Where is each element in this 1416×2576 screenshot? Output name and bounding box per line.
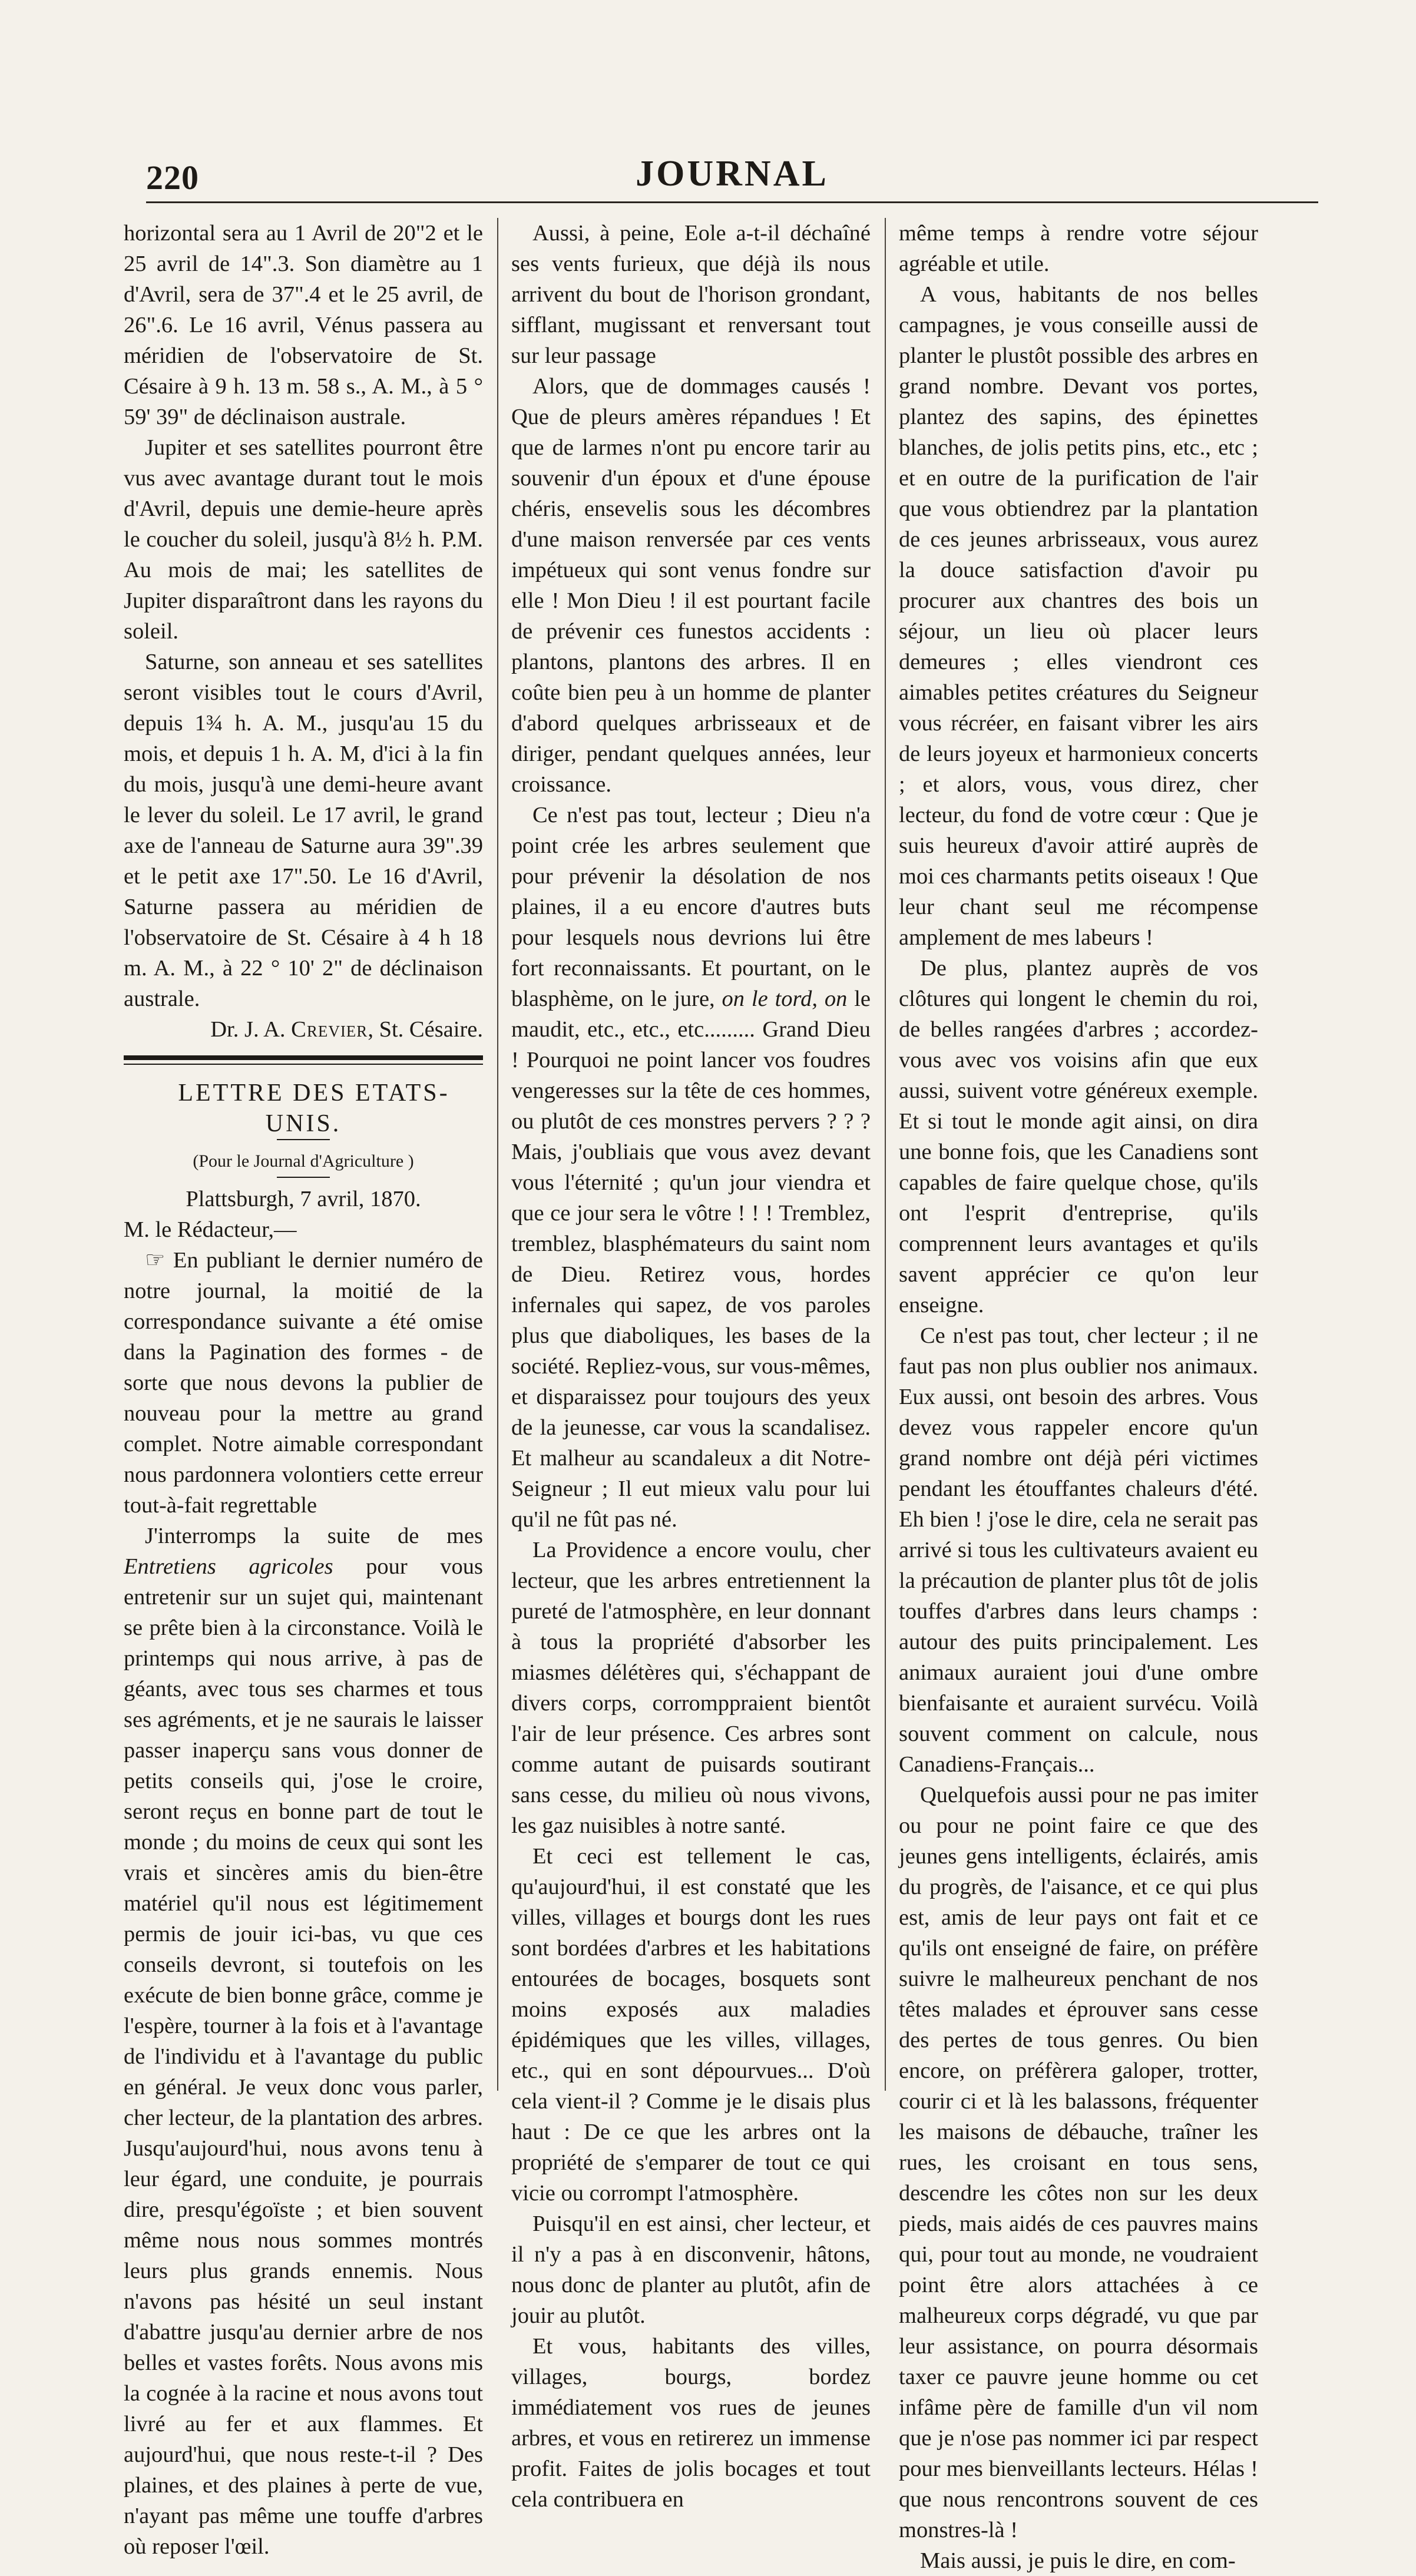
letter-subtitle: (Pour le Journal d'Agriculture ) — [193, 1151, 414, 1171]
text-run: Ce n'est pas tout, lecteur ; Dieu n'a point crée les arbres seulement que pour prévenir la désolation de nos plaines, il a eu encore d'autres buts pour lesquels nous devrions lui être fort reconnaissants. Et pourtant, on le blasphème, on le jure, — [511, 803, 871, 1011]
column-3 — [899, 218, 1258, 2573]
paragraph: Aussi, à peine, Eole a-t-il déchaîné ses vents furieux, que déjà ils nous arrivent du bout de l'horison grondant, sifflant, mugissant et renversant tout sur leur passage — [511, 221, 871, 368]
paragraph: même temps à rendre votre séjour agréable et utile. — [899, 221, 1258, 276]
paragraph: ☞ En publiant le dernier numéro de notre journal, la moitié de la correspondance suivante a été omise dans la Pagination des formes - de sorte que nous devons la publier de nouveau pour la mettre au grand complet. Notre aimable correspondant nous pardonnera volontiers cette erreur tout-à-fait regrettable — [124, 1248, 483, 1518]
paragraph: Puisqu'il en est ainsi, cher lecteur, et il n'y a pas à en disconvenir, hâtons, nous donc de planter au plutôt, afin de jouir au plutôt. — [511, 2211, 871, 2328]
paragraph: Et ceci est tellement le cas, qu'aujourd'hui, il est constaté que les villes, villages et bourgs dont les rues sont bordées d'arbres et les habitations entourées de bocages, bosquets sont moins exposés aux maladies épidémiques que les villes, villages, etc., qui en sont dépourvues... D'où cela vient-il ? Comme je le disais plus haut : De ce que les arbres ont la propriété de s'emparer de tout ce qui vicie ou corrompt l'atmosphère. — [511, 1844, 871, 2206]
short-rule — [277, 1177, 330, 1178]
article-signature — [124, 1014, 483, 1045]
column-divider — [497, 218, 498, 2091]
paragraph: Alors, que de dommages causés ! Que de pleurs amères répandues ! Et que de larmes n'ont pu encore tarir au souvenir d'un époux et d'une épouse chéris, ensevelis sous les décombres d'une maison renversée par ces vents impétueux qui sont venus fondre sur elle ! Mon Dieu ! il est pourtant facile de prévenir ces funestos accidents : plantons, plantons des arbres. Il en coûte bien peu à un homme de planter d'abord quelques arbrisseaux et de diriger, pendant quelques années, leur croissance. — [511, 374, 871, 797]
letter-salutation: M. le Rédacteur,— — [124, 1217, 297, 1242]
text-run: J'interromps la suite de mes — [145, 1524, 483, 1548]
signature-suffix: , St. Césaire. — [368, 1017, 483, 1042]
letter-dateline: Plattsburgh, 7 avril, 1870. — [186, 1187, 421, 1211]
text-run: le maudit, etc., etc., etc......... Grand Dieu ! Pourquoi ne point lancer vos foudres vengeresses sur la tête de ces hommes, ou plutôt de ces monstres pervers ? ? ? Mais, j'oubliais que vous avez devant vous l'éternité ; qu'un jour viendra et que ce jour sera le vôtre ! ! ! Tremblez, tremblez, blasphémateurs du saint nom de Dieu. Retirez vous, hordes infernales qui sapez, de vos paroles plus que diaboliques, les bases de la société. Repliez-vous, sur vous-mêmes, et disparaissez pour toujours des yeux de la jeunesse, car vous la scandalisez. Et malheur au scandaleux a dit Notre-Seigneur ; Il eut mieux valu pour lui qu'il ne fût pas né. — [511, 986, 871, 1532]
section-rule-heavy — [124, 1055, 483, 1060]
page-header — [146, 147, 1318, 212]
italic-text-run: on le tord, on — [722, 986, 848, 1011]
paragraph: Mais aussi, je puis le dire, en com- — [920, 2548, 1236, 2573]
paragraph: De plus, plantez auprès de vos clôtures qui longent le chemin du roi, de belles rangées d'arbres ; accordez-vous avec vos voisins afin que eux aussi, suivent votre généreux exemple. Et si tout le monde agit ainsi, on dira une bonne fois, que les Canadiens sont capables de faire quelque chose, qu'ils ont l'esprit d'entreprise, qu'ils comprennent leurs avantages et qu'ils savent apprécier ce qu'on leur enseigne. — [899, 956, 1258, 1317]
running-title: JOURNAL — [636, 154, 829, 194]
paragraph: A vous, habitants de nos belles campagnes, je vous conseille aussi de planter le plustôt possible des arbres en grand nombre. Devant vos portes, plantez des sapins, des épinettes blanches, de jolis petits pins, etc., etc ; et en outre de la purification de l'air que vous obtiendrez par la plantation de ces jeunes arbrisseaux, vous aurez la douce satisfaction d'avoir pu procurer aux chantres des bois un séjour, un lieu où placer leurs demeures ; elles viendront ces aimables petites créatures du Seigneur vous récréer, en faisant vibrer les airs de leurs joyeux et harmonieux concerts ; et alors, vous, vous direz, cher lecteur, du fond de votre cœur : Que je suis heureux d'avoir attiré auprès de moi ces charmants petits oiseaux ! Que leur chant seul me récompense amplement de mes labeurs ! — [899, 282, 1258, 950]
column-2 — [511, 218, 871, 2512]
section-rule-thin — [124, 1064, 483, 1065]
column-divider — [885, 218, 886, 2091]
signature-name: Crevier — [291, 1017, 368, 1042]
column-1 — [124, 218, 483, 2559]
paragraph: Et vous, habitants des villes, villages, bourgs, bordez immédiatement vos rues de jeunes arbres, et vous en retirerez un immense profit. Faites de jolis bocages et tout cela contribuera en — [511, 2334, 871, 2512]
letter-title: LETTRE DES ETATS-UNIS. — [178, 1080, 450, 1137]
paragraph: horizontal sera au 1 Avril de 20"2 et le 25 avril de 14".3. Son diamètre au 1 d'Avril, sera de 37".4 et le 25 avril, de 26".6. Le 16 avril, Vénus passera au méridien de l'observatoire de St. Césaire à 9 h. 13 m. 58 s., A. M., à 5 ° 59' 39" de déclinaison australe. — [124, 221, 483, 429]
header-rule — [146, 201, 1318, 203]
page-number: 220 — [146, 158, 199, 197]
text-run: pour vous entretenir sur un sujet qui, maintenant se prête bien à la circonstance. Voilà le printemps qui nous arrive, à pas de géants, avec tous ses charmes et tous ses agréments, et je ne saurais le laisser passer inaperçu sans vous donner de petits conseils qui, j'ose le croire, seront reçus en bonne part de tout le monde ; du moins de ceux qui sont les vrais et sincères amis du bien-être matériel qu'il nous est légitimement permis de jouir ici-bas, vu que ces conseils devront, si toutefois on les exécute de bien bonne grâce, comme je l'espère, tourner à la fois et à l'avantage de l'individu et à l'avantage du public en général. Je veux donc vous parler, cher lecteur, de la plantation des arbres. Jusqu'aujourd'hui, nous avons tenu à leur égard, une conduite, je pourrais dire, presqu'égoïste ; et bien souvent même nous nous sommes montrés leurs plus grands ennemis. Nous n'avons pas hésité un seul instant d'abattre jusqu'au dernier arbre de nos belles et vastes forêts. Nous avons mis la cognée à la racine et nous avons tout livré au fer et aux flammes. Et aujourd'hui, que nous reste-t-il ? Des plaines, et des plaines à perte de vue, n'ayant pas même une touffe d'arbres où reposer l'œil. — [124, 1554, 483, 2559]
paragraph — [511, 800, 871, 1535]
short-rule — [277, 1139, 330, 1140]
paragraph — [124, 1521, 483, 2562]
paragraph: Saturne, son anneau et ses satellites seront visibles tout le cours d'Avril, depuis 1¾ h. A. M., jusqu'au 15 du mois, et depuis 1 h. A. M, d'ici à la fin du mois, jusqu'à une demi-heure avant le lever du soleil. Le 17 avril, le grand axe de l'anneau de Saturne aura 39".39 et le petit axe 17".50. Le 16 d'Avril, Saturne passera au méridien de l'observatoire de St. Césaire à 4 h 18 m. A. M., à 22 ° 10' 2" de déclinaison australe. — [124, 650, 483, 1011]
paragraph: Ce n'est pas tout, cher lecteur ; il ne faut pas non plus oublier nos animaux. Eux aussi, ont besoin des arbres. Vous devez vous rappeler encore qu'un grand nombre ont déjà péri victimes pendant les étouffantes chaleurs d'été. Eh bien ! j'ose le dire, cela ne serait pas arrivé si tous les cultivateurs avaient eu la précaution de planter plus tôt de jolis touffes d'arbres dans leurs champs : autour des puits principalement. Les animaux auraient joui d'une ombre bienfaisante et auraient survécu. Voilà souvent comment on calcule, nous Canadiens-Français... — [899, 1323, 1258, 1777]
signature-prefix: Dr. J. A. — [210, 1017, 292, 1042]
paragraph: Quelquefois aussi pour ne pas imiter ou pour ne point faire ce que des jeunes gens intelligents, éclairés, amis du progrès, de l'aisance, et ce qui plus est, amis de leur pays ont fait et ce qu'ils ont enseigné de faire, on préfère suivre le malheureux penchant de nos têtes malades et éprouver sans cesse des pertes de tous genres. Ou bien encore, on préfèrera galoper, trotter, courir ci et là les balassons, fréquenter les maisons de débauche, traîner les rues, les croisant en tous sens, descendre les côtes non sur les deux pieds, mais aidés de ces pauvres mains qui, pour tout au monde, ne voudraient point être alors attachées à ce malheureux corps dégradé, vu que par leur assistance, on pourra désormais taxer ce pauvre jeune homme ou cet infâme père de famille d'un vil nom que je n'ose pas nommer ici par respect pour mes bienveillants lecteurs. Hélas ! que nous rencontrons souvent de ces monstres-là ! — [899, 1783, 1258, 2542]
italic-text-run: Entretiens agricoles — [124, 1554, 333, 1579]
paragraph: La Providence a encore voulu, cher lecteur, que les arbres entretiennent la pureté de l'atmosphère, en leur donnant à tous la propriété d'absorber les miasmes délétères qui, s'échappant de divers corps, corromppraient bientôt l'air de leur présence. Ces arbres sont comme autant de puisards soutirant sans cesse, du milieu où nous vivons, les gaz nuisibles à notre santé. — [511, 1538, 871, 1838]
paragraph: Jupiter et ses satellites pourront être vus avec avantage durant tout le mois d'Avril, depuis une demie-heure après le coucher du soleil, jusqu'à 8½ h. P.M. Au mois de mai; les satellites de Jupiter disparaîtront dans les rayons du soleil. — [124, 435, 483, 644]
article-columns — [124, 218, 1290, 2573]
